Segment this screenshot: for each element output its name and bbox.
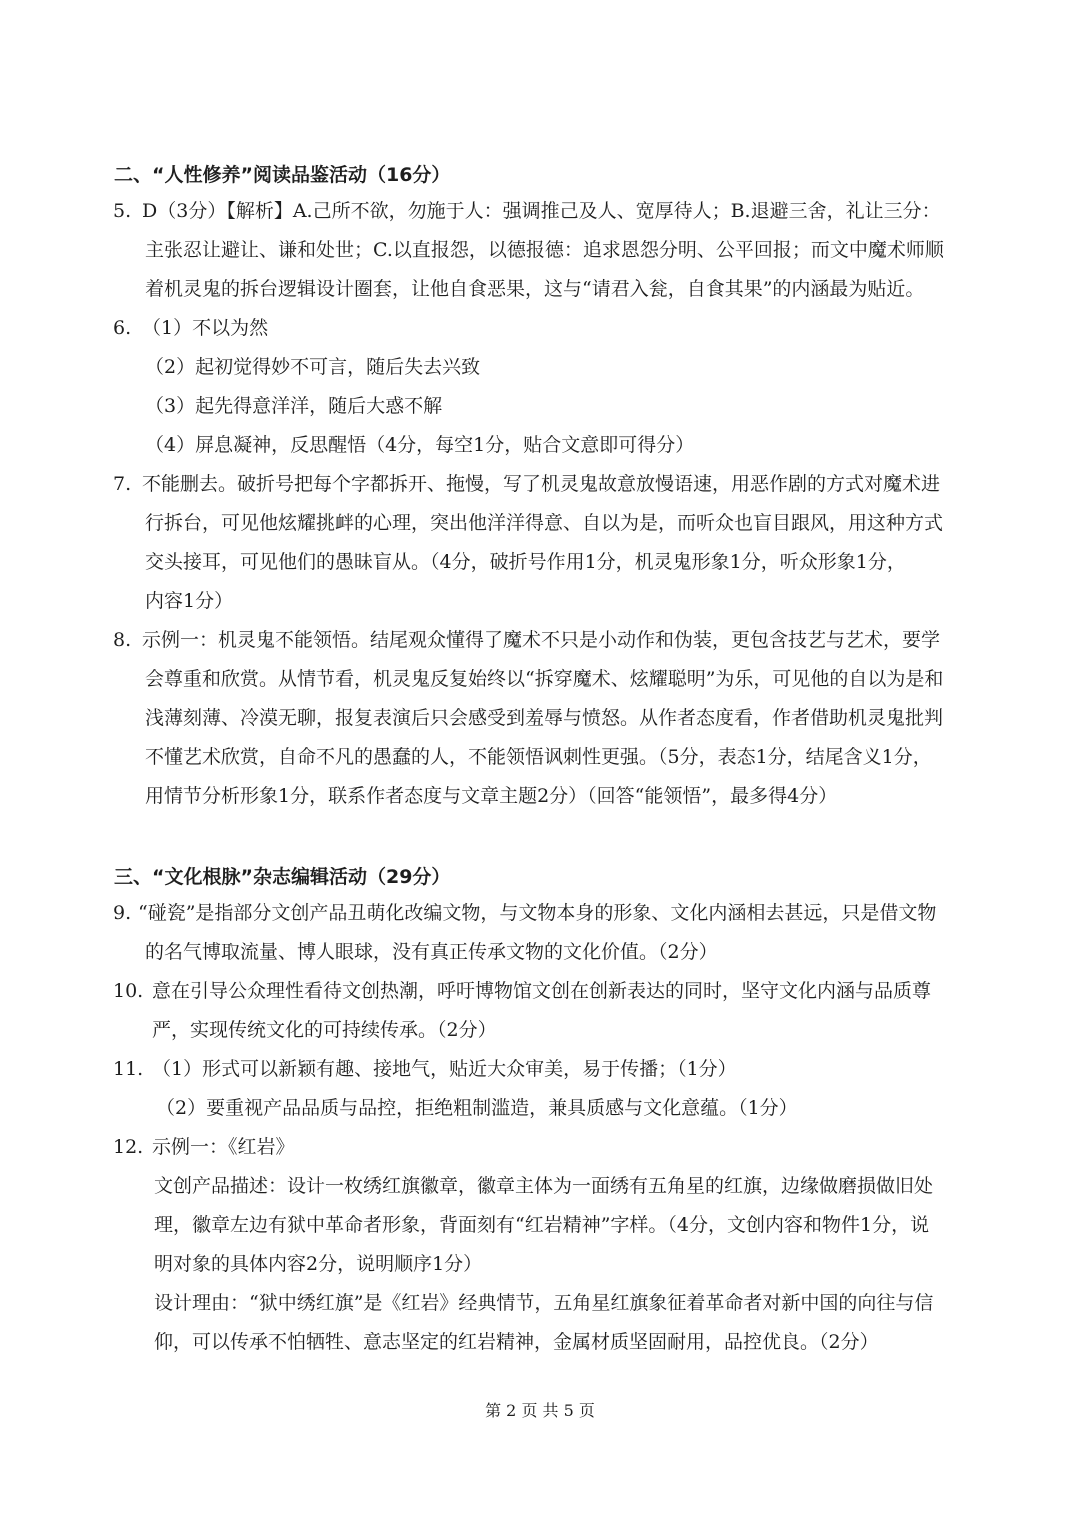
q5-line-1: D（3分）【解析】A.己所不欲，勿施于人：强调推己及人、宽厚待人；B.退避三舍，礼让三分： (142, 200, 941, 222)
q5-number: 5. (113, 200, 132, 222)
q5-line-3: 着机灵鬼的拆台逻辑设计圈套，让他自食恶果，这与“请君入瓮，自食其果”的内涵最为贴近。 (145, 278, 925, 300)
q8-line-4: 不懂艺术欣赏，自命不凡的愚蠢的人，不能领悟讽刺性更强。（5分，表态1分，结尾含义1分， (145, 746, 932, 768)
q12-number: 12. (113, 1136, 144, 1158)
q8-line-5: 用情节分析形象1分，联系作者态度与文章主题2分）（回答“能领悟”，最多得4分） (145, 785, 838, 807)
q7-number: 7. (113, 473, 132, 495)
q6-line-3: （3）起先得意洋洋，随后大惑不解 (145, 395, 443, 417)
section-2-heading: 二、“人性修养”阅读品鉴活动（16分） (114, 164, 451, 186)
q12-line-4: 明对象的具体内容2分，说明顺序1分） (154, 1253, 483, 1275)
q7-line-3: 交头接耳，可见他们的愚昧盲从。（4分，破折号作用1分，机灵鬼形象1分，听众形象1分， (145, 551, 906, 573)
q5-line-2: 主张忍让避让、谦和处世；C.以直报怨，以德报德：追求恩怨分明、公平回报；而文中魔术师顺 (145, 239, 944, 261)
q8-line-3: 浅薄刻薄、冷漠无聊，报复表演后只会感受到羞辱与愤怒。从作者态度看，作者借助机灵鬼批判 (145, 707, 944, 729)
q6-line-4: （4）屏息凝神，反思醒悟（4分，每空1分，贴合文意即可得分） (145, 434, 695, 456)
q11-line-2: （2）要重视产品品质与品控，拒绝粗制滥造，兼具质感与文化意蕴。（1分） (156, 1097, 798, 1119)
q8-line-1: 示例一：机灵鬼不能领悟。结尾观众懂得了魔术不只是小动作和伪装，更包含技艺与艺术，要学 (142, 629, 941, 651)
q6-line-1: （1）不以为然 (142, 317, 269, 339)
q11-line-1: （1）形式可以新颖有趣、接地气，贴近大众审美，易于传播；（1分） (152, 1058, 737, 1080)
q9-line-2: 的名气博取流量、博人眼球，没有真正传承文物的文化价值。（2分） (145, 941, 718, 963)
q11-number: 11. (113, 1058, 144, 1080)
q7-line-4: 内容1分） (145, 590, 234, 612)
q12-line-5: 设计理由：“狱中绣红旗”是《红岩》经典情节，五角星红旗象征着革命者对新中国的向往与信 (154, 1292, 934, 1314)
q12-line-1: 示例一：《红岩》 (152, 1136, 295, 1158)
q7-line-1: 不能删去。破折号把每个字都拆开、拖慢，写了机灵鬼故意放慢语速，用恶作剧的方式对魔术进 (142, 473, 941, 495)
q12-line-3: 理，徽章左边有狱中革命者形象，背面刻有“红岩精神”字样。（4分，文创内容和物件1分，说 (154, 1214, 930, 1236)
q12-line-6: 仰，可以传承不怕牺牲、意志坚定的红岩精神，金属材质坚固耐用，品控优良。（2分） (154, 1331, 879, 1353)
q10-line-2: 严，实现传统文化的可持续传承。（2分） (152, 1019, 497, 1041)
q6-line-2: （2）起初觉得妙不可言，随后失去兴致 (145, 356, 481, 378)
q6-number: 6. (113, 317, 132, 339)
page-number-footer: 第 2 页 共 5 页 (485, 1401, 595, 1420)
q9-number: 9. (113, 902, 132, 924)
q10-number: 10. (113, 980, 144, 1002)
section-3-heading: 三、“文化根脉”杂志编辑活动（29分） (114, 866, 451, 888)
q12-line-2: 文创产品描述：设计一枚绣红旗徽章，徽章主体为一面绣有五角星的红旗，边缘做磨损做旧处 (154, 1175, 934, 1197)
q10-line-1: 意在引导公众理性看待文创热潮，呼吁博物馆文创在创新表达的同时，坚守文化内涵与品质尊 (152, 980, 932, 1002)
q8-number: 8. (113, 629, 132, 651)
q9-line-1: “碰瓷”是指部分文创产品丑萌化改编文物，与文物本身的形象、文化内涵相去甚远，只是借文物 (138, 902, 937, 924)
q8-line-2: 会尊重和欣赏。从情节看，机灵鬼反复始终以“拆穿魔术、炫耀聪明”为乐，可见他的自以为是和 (145, 668, 944, 690)
q7-line-2: 行拆台，可见他炫耀挑衅的心理，突出他洋洋得意、自以为是，而听众也盲目跟风，用这种方式 (145, 512, 944, 534)
